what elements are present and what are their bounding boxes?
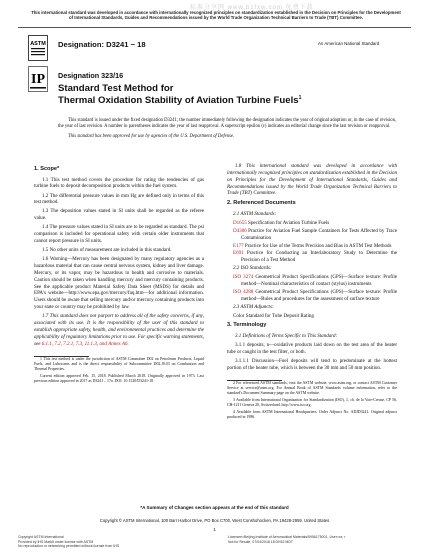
watermark-text: 标准分享网 www.bzfxw.com 免费下载 [190, 5, 314, 11]
astm-standards-label: 2.1 ASTM Standards: [233, 210, 277, 217]
summary-of-changes-note: *A Summary of Changes section appears at the end of this standard [140, 505, 289, 510]
title-footnote-marker[interactable]: 1 [298, 94, 302, 101]
para-1-7-text: 1.7 This standard does not purport to address all of the safety concerns, if any, associated with its use. It is the responsibility of the user of this standard to establish appropriate safety, health, and environmental practices and determine the applicability of regulatory limitations prior to use. For specific warning statements, see [34, 313, 204, 347]
left-column [34, 163, 204, 385]
ref-item[interactable] [227, 220, 397, 227]
footnote-4: 4 Available from ASTM International Headquarters. Order Adjunct No. ADJD3241. Original adjunct produced in 1986. [227, 409, 397, 419]
footnote-1: 1 This test method is under the jurisdiction of ASTM Committee D02 on Petroleum Products, Liquid Fuels, and Lubricants and is the direct responsibility of Subcommittee D02.J0.03 on Combustion and Thermal Properties. [34, 356, 204, 371]
left-footnotes [34, 357, 204, 384]
license-right: Licensee=Beijing Institute of Aeronautical Materials/5956175001, User=xx, r Not for Resale, 07/04/2018 18:39:52 MDT [228, 535, 346, 544]
page-number: 1 [213, 527, 216, 532]
ref-item[interactable] [227, 243, 397, 250]
dod-note: This standard has been approved for use by agencies of the U.S. Department of Defense. [68, 133, 235, 139]
footnote-1-edition: Current edition approved Feb. 15, 2018. Published March 2018. Originally approved in 1973. Last previous edition approved in 2017 as D3241 – 17a. DOI: 10.1520/D3241-18. [34, 373, 204, 383]
para-1-6: 1.6 Warning—Mercury has been designated by many regulatory agencies as a hazardous material that can cause central nervous system, kidney and liver damage. Mercury, or its vapor, may be hazardous to health and corrosive to materials. Caution should be taken when handling mercury and mercury containing products. See the applicable product Material Safety Data Sheet (MSDS) for details and EPA's website—http://www.epa.gov/mercury/faq.htm—for additional information. Users should be aware that selling mercury and/or mercury containing products into your state or country may be prohibited by law. [34, 256, 204, 311]
ansi-note: An American National Standard [318, 41, 380, 46]
astm-logo-icon [28, 35, 48, 61]
ip-logo-icon [28, 66, 48, 92]
header-note: This international standard was developed in accordance with internationally recognized principles on standardization established in the Decision on Principles for the Development of International Standards, Guides and Recommendations issued by the World Trade Organization Technical Barriers to Trade (TBT) Committee. [31, 10, 401, 21]
para-1-4: 1.4 The pressure values stated in SI units are to be regarded as standard. The psi comparison is included for operational safety with certain older instruments that cannot report pressure in SI units. [34, 224, 204, 245]
iso-ref-title: Geometrical Product Specifications (GPS)—Surface texture: Profile method—Rules and procedures for the assessment of surface texture [241, 288, 397, 302]
license-left: Copyright ASTM International Provided by IHS Markit under license with ASTM No reproduction or networking permitted without license from IHS [18, 535, 120, 549]
title-text: Thermal Oxidation Stability of Aviation Turbine Fuels [58, 94, 299, 106]
para-1-5: 1.5 No other units of measurement are included in this standard. [42, 247, 172, 254]
para-1-1: 1.1 This test method covers the procedure for rating the tendencies of gas turbine fuels to deposit decomposition products within the fuel system. [34, 176, 204, 190]
warning-links[interactable]: 6.1.1, 7.2, 7.2.1, 7.3, 11.1.3, and Annex A6. [41, 340, 129, 347]
iso-standards-label: 2.2 ISO Standards: [233, 265, 272, 272]
top-divider [18, 27, 411, 28]
designation: Designation: D3241 − 18 [58, 40, 146, 49]
para-1-7 [34, 313, 204, 347]
ip-designation: Designation 323/16 [58, 71, 124, 80]
ref-title: Practice for Conducting an Interlaboratory Study to Determine the Precision of a Test Method [241, 250, 397, 264]
para-3-1-1: 3.1.1 deposits, n—oxidative products laid down on the test area of the heater tube or caught in the test filter, or both. [227, 342, 397, 355]
iso-ref-title: Geometrical Product Specifications (GPS)—Surface texture: Profile method—Nominal characteristics of contact (stylus) instruments [241, 274, 397, 287]
ref-code[interactable]: D4306 [233, 227, 247, 234]
copyright-line: Copyright © ASTM International, 100 Barr Harbor Drive, PO Box C700, West Conshohocken, PA 19428-2959. United States [99, 518, 330, 523]
right-column [227, 163, 397, 422]
astm-adjuncts-label: 2.3 ASTM Adjuncts: [233, 303, 274, 310]
referenced-docs-heading: 2. Referenced Documents [227, 200, 296, 207]
para-1-3: 1.3 The deposition values stated in SI units shall be regarded as the referee value. [34, 208, 204, 222]
svg-text:IP: IP [31, 72, 45, 87]
ref-item[interactable] [227, 228, 397, 242]
issuance-note: This standard is issued under the fixed designation D3241; the number immediately following the designation indicates the year of original adoption or, in the case of revision, the year of last revision. A number in parentheses indicates the year of last reapproval. A superscript epsilon (ε) indicates an editorial change since the last revision or reapproval. [58, 118, 397, 130]
ref-item[interactable] [227, 250, 397, 264]
terminology-heading: 3. Terminology [227, 322, 267, 329]
para-1-8: 1.8 This international standard was developed in accordance with internationally recognized principles on standardization established in the Decision on Principles for the Development of International Standards, Guides and Recommendations issued by the World Trade Organization Technical Barriers to Trade (TBT) Committee. [227, 163, 397, 197]
ref-title: Practice for Aviation Fuel Sample Containers for Tests Affected by Trace Contamination [241, 227, 397, 241]
ref-code[interactable]: D1655 [233, 219, 247, 226]
footnote-2: 2 For referenced ASTM standards, visit the ASTM website, www.astm.org, or contact ASTM Customer Service at service@astm.org. For Annual Book of ASTM Standards volume information, refer to the standard's Document Summary page on the ASTM website. [227, 380, 397, 396]
scope-heading: 1. Scope* [34, 166, 60, 172]
ref-code[interactable]: E177 [233, 242, 244, 249]
svg-text:ASTM: ASTM [30, 41, 46, 47]
title-line-1: Standard Test Method for [58, 83, 174, 94]
right-footnotes [227, 381, 397, 420]
ref-code[interactable]: E691 [233, 250, 244, 257]
para-3-1: 3.1 Definitions of Terms Specific to This Standard: [235, 333, 338, 340]
ref-title: Practice for Use of the Terms Precision and Bias in ASTM Test Methods [243, 242, 392, 249]
document-title [58, 83, 398, 107]
para-1-2: 1.2 The differential pressure values in mm Hg are defined only in terms of this test method. [34, 192, 204, 206]
iso-ref-code[interactable]: ISO 3274 [233, 274, 254, 281]
ref-title: Specification for Aviation Turbine Fuels [246, 219, 330, 226]
standard-notes [58, 118, 398, 143]
footnote-3: 3 Available from International Organization for Standardization (ISO), 1, ch. de la Voie-Creuse, CP 56, CH-1211 Geneva 20, Switzerland, http://www.iso.org. [227, 397, 397, 408]
iso-ref-code[interactable]: ISO 4288 [233, 288, 254, 295]
adjunct-item: Color Standard for Tube Deposit Rating [233, 312, 314, 319]
para-3-1-1-1: 3.1.1.1 Discussion—Fuel deposits will tend to predominate at the hottest portion of the heater tube, which is between the 30 mm and 50 mm position. [227, 358, 397, 371]
title-line-2 [58, 95, 398, 107]
iso-ref-item[interactable] [227, 289, 397, 303]
iso-ref-item[interactable] [227, 274, 397, 288]
